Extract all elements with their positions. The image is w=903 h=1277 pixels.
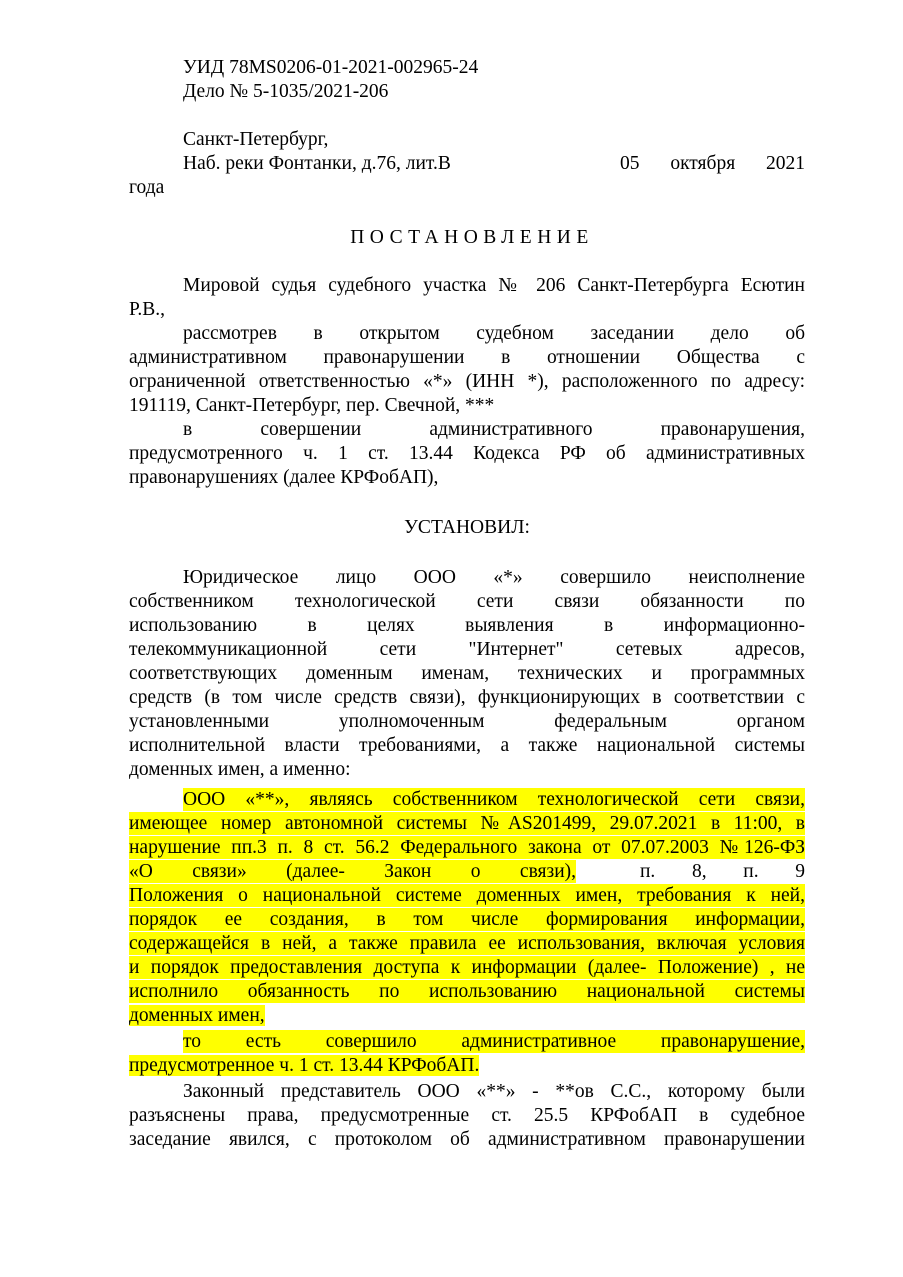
date-month: октября (670, 153, 736, 174)
place-city: Санкт-Петербург, (183, 129, 329, 150)
intro-line-6: 191119, Санкт-Петербург, пер. Свечной, *** (129, 395, 495, 416)
para3-line-1: то есть совершило административное правонарушение, (183, 1031, 805, 1052)
place-address: Наб. реки Фонтанки, д.76, лит.В (183, 153, 451, 174)
decision-date (620, 152, 805, 176)
para2-line-6: порядок ее создания, в том числе формирования информации, (129, 909, 805, 930)
intro-line-1: Мировой судья судебного участка № 206 Санкт-Петербурга Есютин (183, 275, 805, 296)
date-suffix: года (129, 177, 165, 198)
case-uid: УИД 78MS0206-01-2021-002965-24 (183, 57, 479, 78)
para1-line-1: Юридическое лицо ООО «*» совершило неисполнение (183, 567, 805, 588)
intro-line-5: ограниченной ответственностью «*» (ИНН *), расположенного по адресу: (129, 371, 805, 392)
para2-line-10-wrap (129, 1004, 805, 1027)
para2-line-5: Положения о национальной системе доменных имен, требования к ней, (129, 885, 805, 906)
para1-line-4: телекоммуникационной сети "Интернет" сетевых адресов, (129, 639, 805, 660)
document-title: ПОСТАНОВЛЕНИЕ (350, 227, 594, 248)
para4-line-2: разъяснены права, предусмотренные ст. 25.5 КРФобАП в судебное (129, 1105, 805, 1126)
intro-line-3: рассмотрев в открытом судебном заседании дело об (183, 323, 805, 344)
para1-line-2: собственником технологической сети связи обязанности по (129, 591, 805, 612)
date-day: 05 (620, 153, 640, 174)
para4-line-1: Законный представитель ООО «**» - **ов С.С., которому были (183, 1081, 805, 1102)
para3-line-2-wrap (129, 1054, 805, 1077)
para1-line-3: использованию в целях выявления в информационно- (129, 615, 805, 636)
para2-line-4b: п. 8, п. 9 (640, 861, 805, 882)
intro-line-7: в совершении административного правонарушения, (183, 419, 805, 440)
para4-line-3: заседание явился, с протоколом об административном правонарушении (129, 1129, 805, 1150)
para1-line-5: соответствующих доменным именам, технических и программных (129, 663, 805, 684)
case-number: Дело № 5-1035/2021-206 (183, 81, 389, 102)
intro-line-2: Р.В., (129, 299, 166, 320)
para2-line-10: доменных имен, (129, 1005, 265, 1026)
established-heading: УСТАНОВИЛ: (404, 517, 530, 538)
date-year: 2021 (766, 153, 805, 174)
intro-line-9: правонарушениях (далее КРФобАП), (129, 467, 439, 488)
intro-line-8: предусмотренного ч. 1 ст. 13.44 Кодекса РФ об административных (129, 443, 805, 464)
para2-line-1: ООО «**», являясь собственником технологической сети связи, (183, 789, 805, 810)
para3-line-2: предусмотренное ч. 1 ст. 13.44 КРФобАП. (129, 1055, 480, 1076)
para1-line-6: средств (в том числе средств связи), функционирующих в соответствии с (129, 687, 805, 708)
para2-line-3: нарушение пп.3 п. 8 ст. 56.2 Федерального закона от 07.07.2003 №126-ФЗ (129, 837, 805, 858)
para1-line-9: доменных имен, а именно: (129, 759, 351, 780)
para2-line-4a: «О связи» (далее- Закон о связи), (129, 861, 576, 882)
para2-line-2: имеющее номер автономной системы №AS201499, 29.07.2021 в 11:00, в (129, 813, 805, 834)
para2-line-9: исполнило обязанность по использованию национальной системы (129, 981, 805, 1002)
para2-line-8: и порядок предоставления доступа к информации (далее- Положение) , не (129, 957, 805, 978)
para2-line-7: содержащейся в ней, а также правила ее использования, включая условия (129, 933, 805, 954)
para1-line-7: установленными уполномоченным федеральным органом (129, 711, 805, 732)
para1-line-8: исполнительной власти требованиями, а также национальной системы (129, 735, 805, 756)
intro-line-4: административном правонарушении в отношении Общества с (129, 347, 805, 368)
